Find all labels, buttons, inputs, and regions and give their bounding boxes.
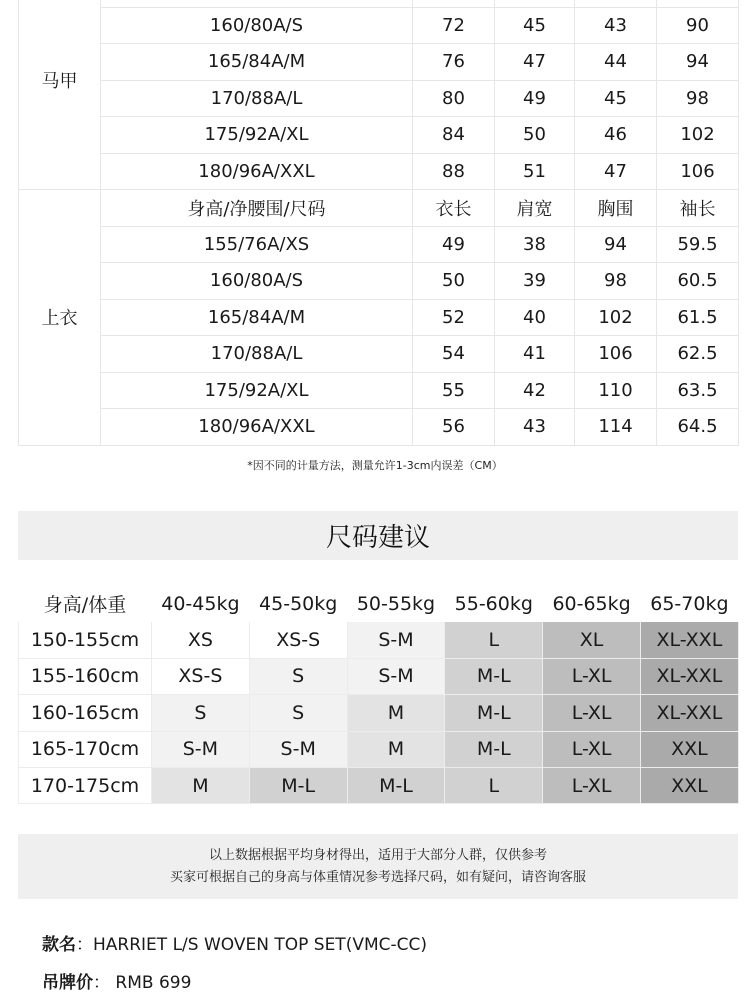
table-cell: 94 (657, 44, 739, 81)
height-range: 160-165cm (19, 695, 152, 731)
grid-row (19, 731, 739, 767)
size-cell: S (249, 658, 347, 694)
table-cell: 47 (495, 44, 575, 81)
size-cell: XL (543, 622, 641, 658)
table-cell: 160/80A/S (101, 263, 413, 300)
table-row (19, 299, 739, 336)
height-range: 165-170cm (19, 731, 152, 767)
style-value: HARRIET L/S WOVEN TOP SET(VMC-CC) (93, 935, 427, 955)
style-colon: ： (76, 935, 93, 955)
table-row (19, 409, 739, 446)
size-notice (18, 834, 738, 899)
size-cell: S (152, 695, 250, 731)
size-cell: M (152, 767, 250, 803)
table-cell: 88 (413, 153, 495, 190)
size-cell: S-M (347, 622, 445, 658)
table-cell: 102 (575, 299, 657, 336)
tag-price (42, 968, 191, 993)
size-cell: S-M (249, 731, 347, 767)
measurement-note: *因不同的计量方法，测量允许1-3cm内误差（CM） (247, 459, 503, 472)
table-cell: 110 (575, 372, 657, 409)
size-cell: L (445, 767, 543, 803)
category-vest: 马甲 (19, 0, 101, 190)
table-cell: 102 (657, 117, 739, 154)
size-cell: XS-S (249, 622, 347, 658)
grid-row (19, 695, 739, 731)
table-cell: 175/92A/XL (101, 372, 413, 409)
size-cell: XS-S (152, 658, 250, 694)
column-header: 55-60kg (445, 586, 543, 622)
price-label: 吊牌价 (42, 973, 93, 993)
table-cell: 49 (413, 226, 495, 263)
size-cell: S-M (152, 731, 250, 767)
size-cell: XS (152, 622, 250, 658)
size-cell: M (347, 731, 445, 767)
size-cell: L-XL (543, 658, 641, 694)
size-cell: L (445, 622, 543, 658)
table-cell: 43 (575, 7, 657, 44)
table-cell: 39 (495, 263, 575, 300)
notice-line-1: 以上数据根据平均身材得出，适用于大部分人群，仅供参考 (208, 847, 547, 863)
table-row (19, 0, 739, 7)
column-header: 50-55kg (347, 586, 445, 622)
height-range: 155-160cm (19, 658, 152, 694)
table-cell: 98 (657, 80, 739, 117)
table-cell (575, 0, 657, 7)
table-cell (101, 0, 413, 7)
table-cell: 55 (413, 372, 495, 409)
table-cell: 165/84A/M (101, 299, 413, 336)
size-cell: L-XL (543, 731, 641, 767)
table-cell: 56 (413, 409, 495, 446)
table-cell (657, 0, 739, 7)
height-range: 170-175cm (19, 767, 152, 803)
height-range: 150-155cm (19, 622, 152, 658)
table-cell: 72 (413, 7, 495, 44)
table-cell: 84 (413, 117, 495, 154)
size-cell: S-M (347, 658, 445, 694)
table-cell: 180/96A/XXL (101, 409, 413, 446)
size-cell: XL-XXL (640, 658, 738, 694)
table-cell: 64.5 (657, 409, 739, 446)
table-cell: 170/88A/L (101, 80, 413, 117)
table-header-row (19, 190, 739, 227)
table-cell (495, 0, 575, 7)
table-cell: 63.5 (657, 372, 739, 409)
size-cell: M (347, 695, 445, 731)
table-cell: 106 (657, 153, 739, 190)
size-cell: L-XL (543, 767, 641, 803)
column-header: 身高/体重 (19, 586, 152, 622)
table-cell: 94 (575, 226, 657, 263)
size-cell: S (249, 695, 347, 731)
table-row (19, 226, 739, 263)
price-colon: ： (93, 973, 110, 993)
table-row (19, 263, 739, 300)
size-cell: M-L (249, 767, 347, 803)
size-cell: M-L (445, 695, 543, 731)
table-row (19, 80, 739, 117)
grid-row (19, 658, 739, 694)
measurement-table (18, 0, 739, 446)
table-cell: 50 (495, 117, 575, 154)
table-cell: 52 (413, 299, 495, 336)
column-header: 胸围 (575, 190, 657, 227)
column-header: 肩宽 (495, 190, 575, 227)
table-cell: 45 (575, 80, 657, 117)
table-cell: 38 (495, 226, 575, 263)
size-cell: L-XL (543, 695, 641, 731)
size-cell: M-L (445, 658, 543, 694)
table-cell: 90 (657, 7, 739, 44)
style-label: 款名 (42, 935, 76, 955)
column-header: 40-45kg (152, 586, 250, 622)
style-name (42, 930, 427, 955)
table-row (19, 44, 739, 81)
table-cell: 61.5 (657, 299, 739, 336)
table-cell (413, 0, 495, 7)
table-cell: 62.5 (657, 336, 739, 373)
table-cell: 43 (495, 409, 575, 446)
size-cell: XL-XXL (640, 622, 738, 658)
table-row (19, 7, 739, 44)
table-cell: 49 (495, 80, 575, 117)
table-cell: 54 (413, 336, 495, 373)
table-cell: 42 (495, 372, 575, 409)
grid-row (19, 622, 739, 658)
table-row (19, 117, 739, 154)
table-cell: 47 (575, 153, 657, 190)
table-cell: 59.5 (657, 226, 739, 263)
grid-row (19, 767, 739, 803)
table-cell: 41 (495, 336, 575, 373)
size-cell: XXL (640, 767, 738, 803)
column-header: 袖长 (657, 190, 739, 227)
column-header: 65-70kg (640, 586, 738, 622)
table-cell: 45 (495, 7, 575, 44)
column-header: 45-50kg (249, 586, 347, 622)
table-cell: 60.5 (657, 263, 739, 300)
size-cell: M-L (445, 731, 543, 767)
table-cell: 44 (575, 44, 657, 81)
column-header: 60-65kg (543, 586, 641, 622)
table-cell: 170/88A/L (101, 336, 413, 373)
table-cell: 114 (575, 409, 657, 446)
size-cell: XL-XXL (640, 695, 738, 731)
size-suggestion-table (18, 585, 739, 804)
price-value: RMB 699 (115, 973, 192, 993)
size-suggestion-title: 尺码建议 (18, 511, 738, 560)
table-cell: 51 (495, 153, 575, 190)
size-cell: XXL (640, 731, 738, 767)
table-cell: 180/96A/XXL (101, 153, 413, 190)
table-cell: 50 (413, 263, 495, 300)
table-cell: 165/84A/M (101, 44, 413, 81)
table-cell: 175/92A/XL (101, 117, 413, 154)
table-cell: 155/76A/XS (101, 226, 413, 263)
table-cell: 106 (575, 336, 657, 373)
column-header: 衣长 (413, 190, 495, 227)
notice-line-2: 买家可根据自己的身高与体重情况参考选择尺码，如有疑问，请咨询客服 (169, 869, 586, 885)
table-cell: 46 (575, 117, 657, 154)
table-cell: 80 (413, 80, 495, 117)
table-cell: 40 (495, 299, 575, 336)
table-cell: 98 (575, 263, 657, 300)
table-row (19, 153, 739, 190)
table-cell: 76 (413, 44, 495, 81)
column-header: 身高/净腰围/尺码 (101, 190, 413, 227)
grid-header-row (19, 586, 739, 622)
category-top: 上衣 (19, 190, 101, 446)
size-cell: M-L (347, 767, 445, 803)
table-row (19, 372, 739, 409)
table-cell: 160/80A/S (101, 7, 413, 44)
table-row (19, 336, 739, 373)
